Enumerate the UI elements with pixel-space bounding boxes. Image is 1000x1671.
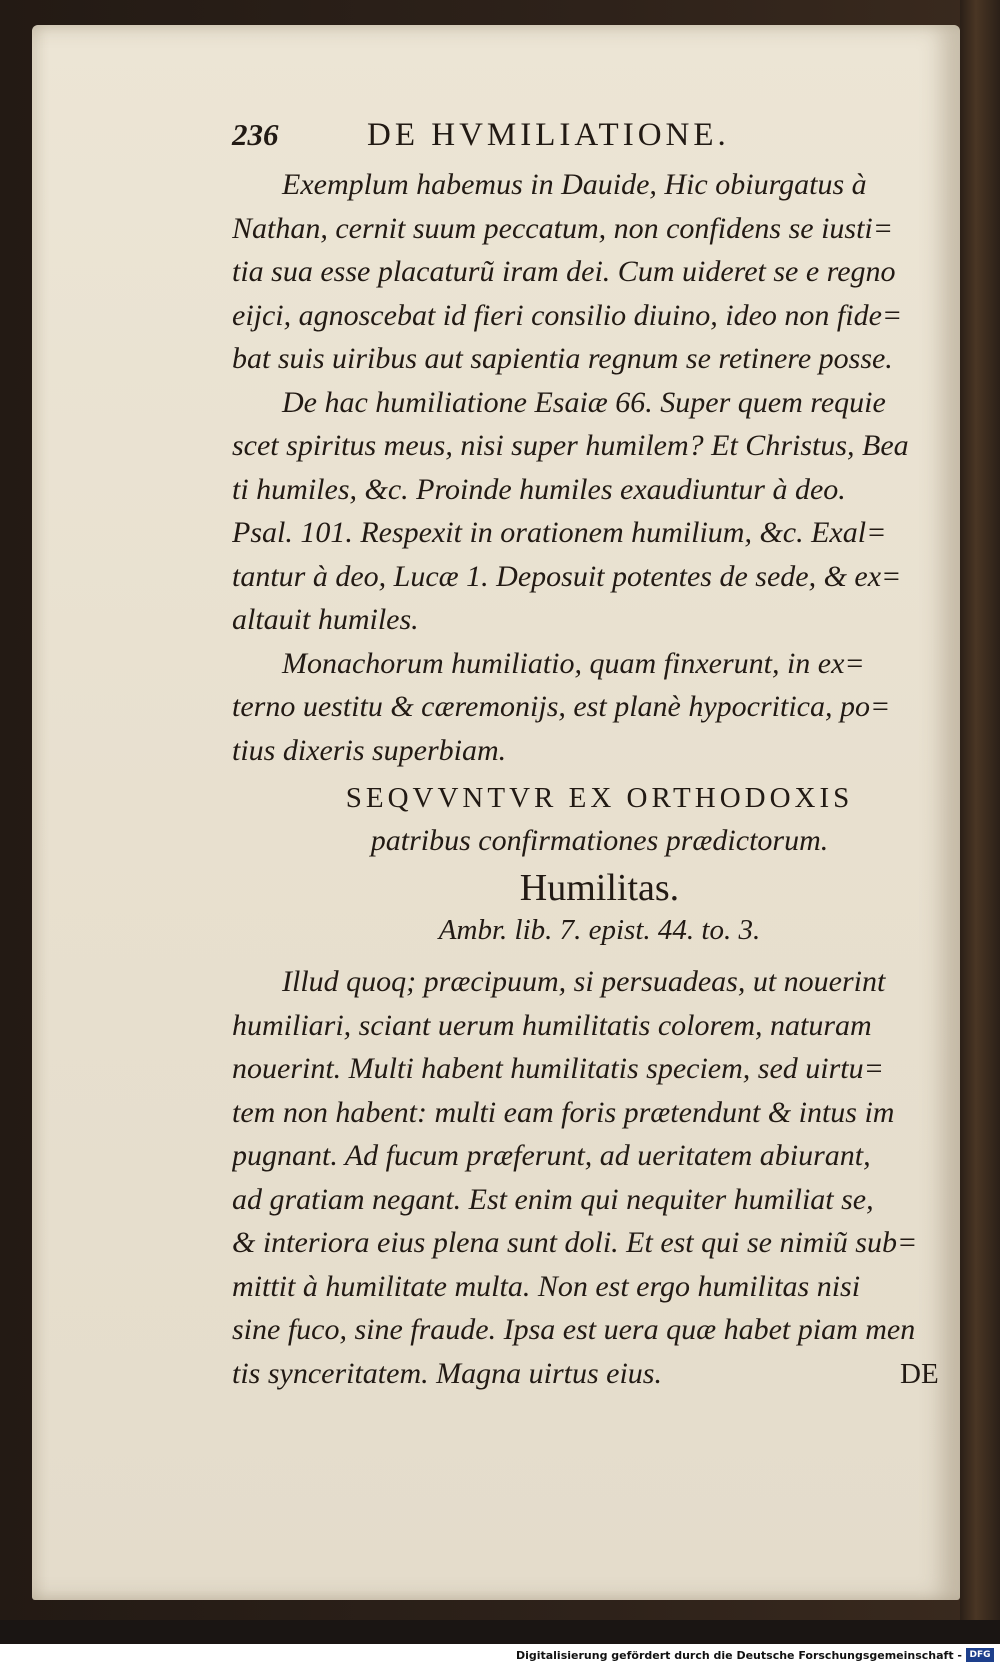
digitization-footer	[0, 1644, 1000, 1671]
text-line: tantur à deo, Lucæ 1. Deposuit potentes de sede, & ex=	[232, 559, 902, 593]
text-line: ad gratiam negant. Est enim qui nequiter humiliat se,	[232, 1182, 874, 1216]
citation: Ambr. lib. 7. epist. 44. to. 3.	[438, 914, 761, 946]
section-subheading: patribus confirmationes prædictorum.	[370, 824, 829, 857]
section-heading: SEQVVNTVR EX ORTHODOXIS	[345, 782, 854, 814]
text-line: Monachorum humiliatio, quam finxerunt, in ex=	[282, 646, 865, 680]
text-line: humiliari, sciant uerum humilitatis colorem, naturam	[232, 1008, 872, 1042]
text-line: tem non habent: multi eam foris prætendunt & intus im	[232, 1095, 895, 1129]
funding-credit: Digitalisierung gefördert durch die Deutsche Forschungsgemeinschaft -	[515, 1649, 962, 1662]
text-line: pugnant. Ad fucum præferunt, ad ueritatem abiurant,	[232, 1139, 871, 1172]
text-line: eijci, agnoscebat id fieri consilio diuino, ideo non fide=	[232, 298, 903, 332]
body-text-top	[232, 163, 967, 772]
text-line: tius dixeris superbiam.	[232, 733, 507, 767]
text-line: bat suis uiribus aut sapientia regnum se retinere posse.	[232, 342, 893, 375]
running-head	[232, 117, 932, 157]
topic-heading: Humilitas.	[519, 867, 680, 909]
page-number: 236	[232, 117, 279, 152]
text-line: tis synceritatem. Magna uirtus eius.	[232, 1356, 662, 1390]
body-text-bottom	[232, 960, 967, 1395]
text-line: altauit humiles.	[232, 603, 419, 636]
text-line: Nathan, cernit suum peccatum, non confidens se iusti=	[232, 211, 893, 245]
text-line: ti humiles, &c. Proinde humiles exaudiuntur à deo.	[232, 472, 846, 506]
text-line: sine fuco, sine fraude. Ipsa est uera quæ habet piam men	[232, 1313, 916, 1346]
text-line: scet spiritus meus, nisi super humilem? Et Christus, Bea	[232, 429, 909, 462]
text-line: nouerint. Multi habent humilitatis speciem, sed uirtu=	[232, 1052, 884, 1085]
text-line: Exemplum habemus in Dauide, Hic obiurgatus à	[282, 168, 867, 201]
running-title: DE HVMILIATIONE.	[367, 117, 730, 153]
text-line: tia sua esse placaturũ iram dei. Cum uideret se e regno	[232, 255, 896, 288]
dfg-logo: DFG	[966, 1648, 994, 1662]
text-line: terno uestitu & cæremonijs, est planè hypocritica, po=	[232, 690, 891, 723]
text-line: Illud quoq; præcipuum, si persuadeas, ut nouerint	[282, 965, 886, 998]
text-line: mittit à humilitate multa. Non est ergo humilitas nisi	[232, 1269, 861, 1303]
text-line: Psal. 101. Respexit in orationem humilium, &c. Exal=	[232, 516, 887, 549]
catchword: DE	[900, 1358, 939, 1390]
text-line: De hac humiliatione Esaiæ 66. Super quem requie	[282, 385, 886, 419]
text-line: & interiora eius plena sunt doli. Et est qui se nimiũ sub=	[232, 1226, 918, 1259]
